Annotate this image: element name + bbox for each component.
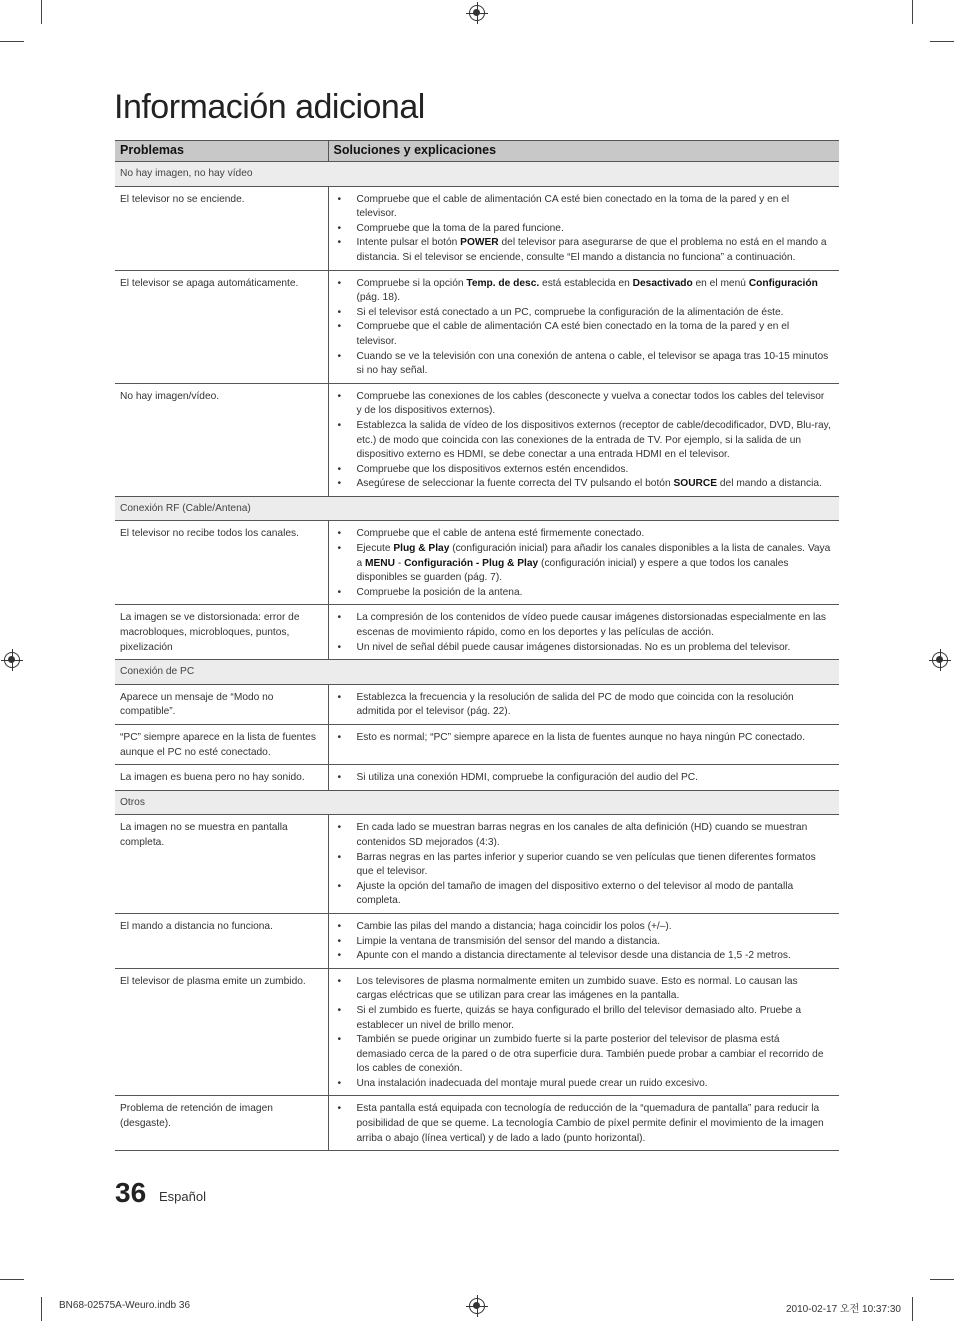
header-problems: Problemas — [115, 141, 328, 162]
solutions-list — [357, 611, 832, 655]
solution-item — [357, 306, 832, 321]
footer-file-info: BN68-02575A-Weuro.indb 36 — [59, 1300, 191, 1311]
solution-text: Compruebe que la toma de la pared funcione. — [356, 222, 564, 234]
solution-item — [357, 920, 832, 935]
problem-cell: No hay imagen/vídeo. — [115, 383, 328, 496]
solution-text: del mando a distancia. — [717, 478, 822, 490]
section-title: Conexión RF (Cable/Antena) — [115, 496, 839, 521]
table-row — [115, 968, 839, 1096]
solution-text: Cambie las pilas del mando a distancia; haga coincidir los polos (+/–). — [356, 920, 672, 932]
problem-cell: El mando a distancia no funciona. — [115, 913, 328, 968]
solution-text: Cuando se ve la televisión con una conexión de antena o cable, el televisor se apaga tras 10-15 minutos si no hay señal. — [356, 350, 829, 377]
section-title: No hay imagen, no hay vídeo — [115, 162, 839, 187]
solutions-cell — [328, 765, 839, 791]
solution-text: Esto es normal; “PC” siempre aparece en la lista de fuentes aunque no haya ningún PC conectado. — [356, 732, 806, 743]
solution-text: está establecida en — [539, 277, 633, 289]
solution-text: (configuración inicial) y espere a que todos los canales disponibles se guarden (pág. 7). — [356, 557, 789, 584]
crop-mark — [41, 1297, 42, 1321]
solution-text: Ejecute — [356, 543, 394, 555]
solution-text: Establezca la salida de vídeo de los dispositivos externos (receptor de cable/decodificador, DVD, Blu-ray, etc.) de modo que coincida con las conexiones de la entrada de TV. Por ejemplo, si la salida de un dispositivo externo es HDMI, se debe conectar a una entrada HDMI en el televisor. — [356, 419, 831, 461]
table-row — [115, 605, 839, 660]
solution-item — [357, 419, 832, 463]
solution-text: Si el televisor está conectado a un PC, compruebe la configuración de la alimentación de éste. — [356, 306, 784, 318]
solution-text: Ajuste la opción del tamaño de imagen del dispositivo externo o del televisor al modo de pantalla completa. — [356, 880, 794, 907]
solutions-list — [357, 691, 832, 720]
solutions-list — [357, 390, 832, 492]
table-row — [115, 765, 839, 791]
solution-item — [357, 949, 832, 964]
solution-item — [357, 611, 832, 640]
problem-cell: El televisor se apaga automáticamente. — [115, 270, 328, 383]
solution-text: En cada lado se muestran barras negras en los canales de alta definición (HD) cuando se muestran contenidos SD mejorados (4:3). — [356, 822, 808, 848]
problem-cell: El televisor de plasma emite un zumbido. — [115, 968, 328, 1096]
solution-text: Establezca la frecuencia y la resolución de salida del PC de modo que coincida con la resolución admitida por el televisor (pág. 22). — [356, 691, 794, 718]
table-row — [115, 725, 839, 765]
table-header-row — [115, 141, 839, 162]
solution-text: La compresión de los contenidos de vídeo puede causar imágenes distorsionadas especialmente en las escenas de movimiento rápido, como en los deportes y las películas de acción. — [356, 612, 826, 639]
crop-mark — [0, 41, 24, 42]
solution-text: Intente pulsar el botón — [356, 237, 461, 249]
problem-cell: Aparece un mensaje de “Modo no compatible”. — [115, 684, 328, 724]
solution-item — [357, 586, 832, 601]
solution-text: Compruebe si la opción — [356, 277, 467, 289]
table-body — [115, 162, 839, 1151]
crop-mark — [930, 41, 954, 42]
solution-item — [357, 527, 832, 542]
solution-keyword: SOURCE — [673, 478, 718, 490]
solution-item — [357, 477, 832, 492]
solutions-cell — [328, 270, 839, 383]
solutions-cell — [328, 521, 839, 605]
solution-text: Barras negras en las partes inferior y superior cuando se ven películas que tienen diferentes formatos que el televisor. — [356, 851, 816, 878]
crop-mark — [912, 1297, 913, 1321]
solutions-cell — [328, 815, 839, 914]
solution-text: (configuración inicial) para añadir los canales disponibles a la lista de canales. Vaya a — [356, 543, 831, 569]
solutions-cell — [328, 684, 839, 724]
solution-text: - — [395, 557, 405, 569]
solutions-list — [357, 527, 832, 600]
solution-keyword: MENU — [365, 557, 395, 569]
solution-text: Compruebe las conexiones de los cables (desconecte y vuelva a conectar todos los cables del televisor y de los dispositivos externos). — [356, 390, 825, 417]
solution-item — [357, 390, 832, 419]
problem-cell: Problema de retención de imagen (desgaste). — [115, 1096, 328, 1151]
page-number: 36 — [115, 1177, 147, 1208]
solution-item — [357, 1077, 832, 1092]
solution-item — [357, 193, 832, 222]
solution-item — [357, 222, 832, 237]
table-row — [115, 270, 839, 383]
solution-keyword: Configuración — [748, 277, 818, 289]
solution-text: Compruebe que el cable de antena esté firmemente conectado. — [356, 528, 645, 540]
section-row — [115, 660, 839, 685]
solution-item — [357, 975, 832, 1004]
section-row — [115, 790, 839, 815]
solutions-list — [357, 731, 832, 746]
problem-cell: El televisor no recibe todos los canales. — [115, 521, 328, 605]
page-language: Español — [159, 1189, 206, 1204]
solution-item — [357, 350, 832, 379]
registration-mark-icon — [932, 652, 948, 668]
section-title: Conexión de PC — [115, 660, 839, 685]
solution-item — [357, 320, 832, 349]
problem-cell: La imagen es buena pero no hay sonido. — [115, 765, 328, 791]
solution-keyword: Desactivado — [632, 277, 693, 289]
page-title: Información adicional — [114, 88, 425, 126]
solution-item — [357, 880, 832, 909]
problem-cell: La imagen no se muestra en pantalla completa. — [115, 815, 328, 914]
solution-item — [357, 641, 832, 656]
table-row — [115, 186, 839, 270]
solutions-cell — [328, 186, 839, 270]
solution-text: Asegúrese de seleccionar la fuente correcta del TV pulsando el botón — [356, 478, 674, 490]
crop-mark — [41, 0, 42, 24]
solution-item — [357, 851, 832, 880]
solution-text: Los televisores de plasma normalmente emiten un zumbido suave. Esto es normal. Lo causan las cargas eléctricas que se utilizan para crear las imágenes en la pantalla. — [356, 975, 798, 1002]
crop-mark — [930, 1279, 954, 1280]
solution-text: Si el zumbido es fuerte, quizás se haya configurado el brillo del televisor demasiado alto. Pruebe a establecer un nivel de brillo menor. — [356, 1004, 802, 1031]
solutions-cell — [328, 725, 839, 765]
troubleshooting-table — [115, 140, 839, 1151]
solution-text: Apunte con el mando a distancia directamente al televisor desde una distancia de 1,5 -2 metros. — [356, 950, 791, 962]
solutions-list — [357, 975, 832, 1092]
registration-mark-icon — [469, 1298, 485, 1314]
solutions-list — [357, 193, 832, 266]
solution-text: (pág. 18). — [356, 292, 401, 304]
solution-item — [357, 771, 832, 786]
table-row — [115, 521, 839, 605]
solution-item — [357, 1004, 832, 1033]
solution-item — [357, 463, 832, 478]
solution-item — [357, 935, 832, 950]
solution-item — [357, 1102, 832, 1146]
solution-keyword: Temp. de desc. — [466, 277, 540, 289]
solution-text: Compruebe que el cable de alimentación CA esté bien conectado en la toma de la pared y en el televisor. — [356, 193, 790, 220]
solution-text: Esta pantalla está equipada con tecnología de reducción de la “quemadura de pantalla” para reducir la posibilidad de que se queme. La tecnología Cambio de píxel permite definir el movimiento de la imagen arriba o abajo (línea vertical) y de lado a lado (punto horizontal). — [356, 1103, 824, 1144]
solution-text: También se puede originar un zumbido fuerte si la parte posterior del televisor de plasma está demasiado cerca de la pared o de otra superficie dura. También puede probar a cambiar el recorrido de los cables de conexión. — [356, 1034, 824, 1075]
footer-date-info: 2010-02-17 오전 10:37:30 — [786, 1304, 901, 1315]
solution-keyword: Plug & Play — [393, 543, 450, 555]
problem-cell: El televisor no se enciende. — [115, 186, 328, 270]
table-row — [115, 913, 839, 968]
solutions-cell — [328, 605, 839, 660]
header-solutions: Soluciones y explicaciones — [328, 141, 839, 162]
solution-text: Si utiliza una conexión HDMI, compruebe la configuración del audio del PC. — [356, 772, 698, 784]
solution-text: Limpie la ventana de transmisión del sensor del mando a distancia. — [356, 935, 661, 947]
solution-text: en el menú — [692, 277, 749, 289]
solution-text: Compruebe que los dispositivos externos estén encendidos. — [356, 463, 629, 475]
solution-item — [357, 277, 832, 306]
registration-mark-icon — [4, 652, 20, 668]
section-row — [115, 162, 839, 187]
solutions-cell — [328, 383, 839, 496]
solution-item — [357, 236, 832, 265]
solutions-list — [357, 771, 832, 786]
solutions-list — [357, 821, 832, 909]
section-row — [115, 496, 839, 521]
solutions-list — [357, 1102, 832, 1146]
solution-keyword: POWER — [460, 237, 499, 249]
registration-mark-icon — [469, 5, 485, 21]
solution-item — [357, 731, 832, 746]
solution-text: Un nivel de señal débil puede causar imágenes distorsionadas. No es un problema del televisor. — [356, 641, 791, 653]
table-row — [115, 815, 839, 914]
solution-keyword: Configuración - Plug & Play — [404, 557, 539, 569]
problem-cell: La imagen se ve distorsionada: error de macrobloques, microbloques, puntos, pixelización — [115, 605, 328, 660]
crop-mark — [912, 0, 913, 24]
table-row — [115, 383, 839, 496]
crop-mark — [0, 1279, 24, 1280]
table-row — [115, 684, 839, 724]
solutions-cell — [328, 913, 839, 968]
solutions-list — [357, 920, 832, 964]
solution-text: Compruebe que el cable de alimentación CA esté bien conectado en la toma de la pared y en el televisor. — [356, 321, 790, 347]
solution-text: Compruebe la posición de la antena. — [356, 586, 523, 598]
solutions-cell — [328, 1096, 839, 1151]
section-title: Otros — [115, 790, 839, 815]
solution-item — [357, 821, 832, 850]
solution-text: Una instalación inadecuada del montaje mural puede crear un ruido excesivo. — [356, 1077, 708, 1089]
table-row — [115, 1096, 839, 1151]
solution-item — [357, 542, 832, 586]
solutions-cell — [328, 968, 839, 1096]
solution-item — [357, 1033, 832, 1077]
problem-cell: “PC” siempre aparece en la lista de fuentes aunque el PC no esté conectado. — [115, 725, 328, 765]
solution-item — [357, 691, 832, 720]
solutions-list — [357, 277, 832, 379]
solution-text: del televisor para asegurarse de que el problema no está en el mando a distancia. Si el televisor se enciende, consulte “El mando a distancia no funciona” a continuación. — [356, 237, 827, 263]
